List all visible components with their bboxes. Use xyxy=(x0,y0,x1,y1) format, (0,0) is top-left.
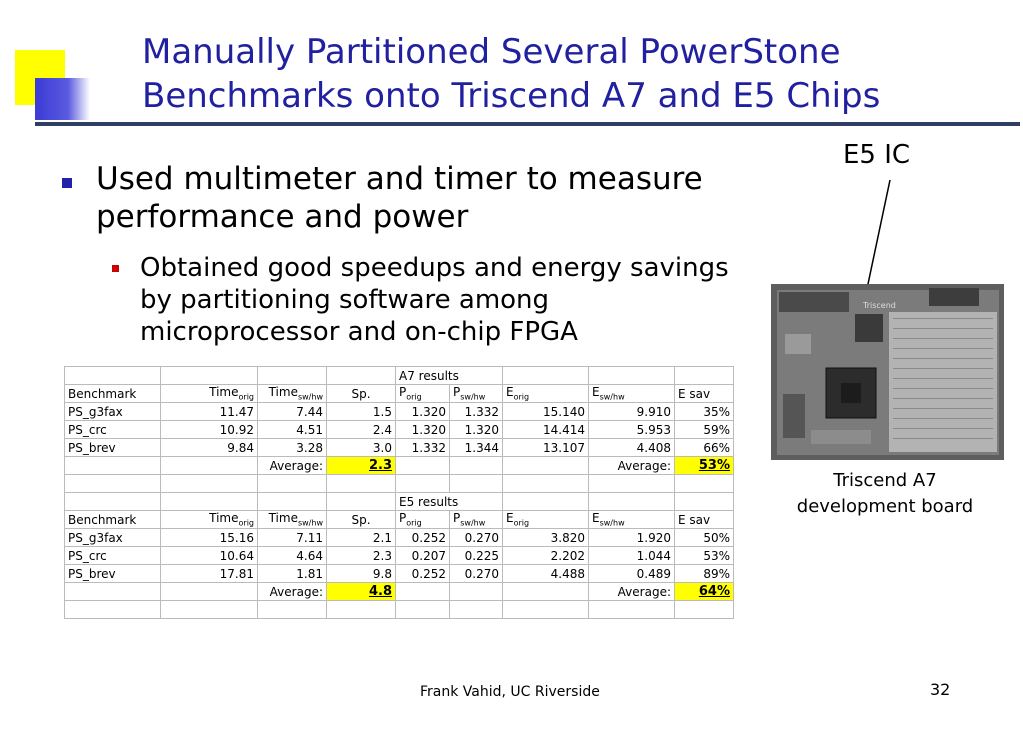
cell-time-swhw: 7.11 xyxy=(258,529,327,547)
header-e-orig: $E_{orig}$ xyxy=(503,511,589,529)
cell-speedup: 1.5 xyxy=(327,403,396,421)
table-row xyxy=(65,439,734,457)
e5-section-label: E5 results xyxy=(396,493,503,511)
cell-p-swhw: 0.225 xyxy=(450,547,503,565)
header-p-swhw: $P_{sw/hw}$ xyxy=(450,385,503,403)
bullet-level1-text: Used multimeter and timer to measure performance and power xyxy=(96,161,703,235)
title-line-2: Benchmarks onto Triscend A7 and E5 Chips xyxy=(142,76,881,116)
table-row xyxy=(65,547,734,565)
header-benchmark: Benchmark xyxy=(65,511,161,529)
cell-time-orig: 10.92 xyxy=(161,421,258,439)
spacer-row xyxy=(65,601,734,619)
cell-time-orig: 10.64 xyxy=(161,547,258,565)
cell-time-swhw: 4.64 xyxy=(258,547,327,565)
header-e-sav: E sav xyxy=(675,511,734,529)
svg-text:Triscend: Triscend xyxy=(863,301,896,310)
header-p-swhw: $P_{sw/hw}$ xyxy=(450,511,503,529)
a7-section-label: A7 results xyxy=(396,367,503,385)
header-e-swhw: $E_{sw/hw}$ xyxy=(589,511,675,529)
cell-e-orig: 14.414 xyxy=(503,421,589,439)
header-speedup: Sp. xyxy=(327,511,396,529)
cell-e-swhw: 9.910 xyxy=(589,403,675,421)
cell-speedup: 2.3 xyxy=(327,547,396,565)
e5-average-label-2: Average: xyxy=(589,583,675,601)
spacer-row xyxy=(65,475,734,493)
a7-section-row xyxy=(65,367,734,385)
e5-average-label: Average: xyxy=(258,583,327,601)
board-photo-drawing xyxy=(771,284,1004,460)
cell-speedup: 9.8 xyxy=(327,565,396,583)
a7-header-row xyxy=(65,385,734,403)
cell-e-sav: 59% xyxy=(675,421,734,439)
header-time-swhw: Time$_{sw/hw}$ xyxy=(258,511,327,529)
cell-time-swhw: 3.28 xyxy=(258,439,327,457)
cell-p-orig: 1.320 xyxy=(396,421,450,439)
bullet-level2-text: Obtained good speedups and energy savings by partitioning software among microprocessor and on-chip FPGA xyxy=(140,253,729,347)
cell-time-orig: 17.81 xyxy=(161,565,258,583)
e5-header-row xyxy=(65,511,734,529)
e5-avg-esav: 64% xyxy=(675,583,734,601)
cell-p-swhw: 1.332 xyxy=(450,403,503,421)
results-table xyxy=(64,366,734,619)
e5-avg-speedup: 4.8 xyxy=(327,583,396,601)
cell-time-swhw: 4.51 xyxy=(258,421,327,439)
cell-e-swhw: 1.044 xyxy=(589,547,675,565)
photo-caption-line-2: development board xyxy=(796,496,974,517)
cell-e-orig: 15.140 xyxy=(503,403,589,421)
header-e-orig: $E_{orig}$ xyxy=(503,385,589,403)
table-row xyxy=(65,421,734,439)
header-p-orig: $P_{orig}$ xyxy=(396,511,450,529)
photo-caption-line-1: Triscend A7 xyxy=(833,470,937,491)
cell-e-orig: 4.488 xyxy=(503,565,589,583)
cell-benchmark: PS_crc xyxy=(65,547,161,565)
header-time-orig: Time$_{orig}$ xyxy=(161,511,258,529)
cell-benchmark: PS_brev xyxy=(65,439,161,457)
cell-time-orig: 15.16 xyxy=(161,529,258,547)
cell-speedup: 3.0 xyxy=(327,439,396,457)
cell-benchmark: PS_g3fax xyxy=(65,403,161,421)
a7-average-row xyxy=(65,457,734,475)
cell-p-orig: 0.252 xyxy=(396,529,450,547)
table-row xyxy=(65,565,734,583)
cell-e-swhw: 1.920 xyxy=(589,529,675,547)
cell-p-swhw: 0.270 xyxy=(450,565,503,583)
a7-average-label: Average: xyxy=(258,457,327,475)
header-time-swhw: Time$_{sw/hw}$ xyxy=(258,385,327,403)
cell-p-orig: 1.320 xyxy=(396,403,450,421)
a7-avg-speedup: 2.3 xyxy=(327,457,396,475)
cell-speedup: 2.4 xyxy=(327,421,396,439)
cell-p-swhw: 0.270 xyxy=(450,529,503,547)
cell-e-swhw: 4.408 xyxy=(589,439,675,457)
cell-p-orig: 0.252 xyxy=(396,565,450,583)
cell-e-orig: 2.202 xyxy=(503,547,589,565)
cell-p-swhw: 1.320 xyxy=(450,421,503,439)
cell-speedup: 2.1 xyxy=(327,529,396,547)
cell-e-sav: 89% xyxy=(675,565,734,583)
cell-p-orig: 0.207 xyxy=(396,547,450,565)
cell-time-swhw: 7.44 xyxy=(258,403,327,421)
e5-average-row xyxy=(65,583,734,601)
header-e-swhw: $E_{sw/hw}$ xyxy=(589,385,675,403)
cell-benchmark: PS_crc xyxy=(65,421,161,439)
cell-benchmark: PS_brev xyxy=(65,565,161,583)
cell-e-sav: 35% xyxy=(675,403,734,421)
cell-e-sav: 50% xyxy=(675,529,734,547)
table-row xyxy=(65,529,734,547)
title-line-1: Manually Partitioned Several PowerStone xyxy=(142,32,841,72)
header-benchmark: Benchmark xyxy=(65,385,161,403)
cell-e-sav: 53% xyxy=(675,547,734,565)
header-speedup: Sp. xyxy=(327,385,396,403)
cell-e-swhw: 0.489 xyxy=(589,565,675,583)
cell-p-swhw: 1.344 xyxy=(450,439,503,457)
header-e-sav: E sav xyxy=(675,385,734,403)
board-photo xyxy=(771,284,1004,460)
cell-e-swhw: 5.953 xyxy=(589,421,675,439)
a7-average-label-2: Average: xyxy=(589,457,675,475)
cell-time-swhw: 1.81 xyxy=(258,565,327,583)
header-p-orig: $P_{orig}$ xyxy=(396,385,450,403)
e5-section-row xyxy=(65,493,734,511)
cell-e-sav: 66% xyxy=(675,439,734,457)
footer-author: Frank Vahid, UC Riverside xyxy=(420,684,600,700)
table-row xyxy=(65,403,734,421)
page-number: 32 xyxy=(930,680,951,699)
a7-avg-esav: 53% xyxy=(675,457,734,475)
cell-e-orig: 3.820 xyxy=(503,529,589,547)
e5-ic-label: E5 IC xyxy=(843,140,911,170)
cell-benchmark: PS_g3fax xyxy=(65,529,161,547)
cell-time-orig: 11.47 xyxy=(161,403,258,421)
cell-p-orig: 1.332 xyxy=(396,439,450,457)
cell-e-orig: 13.107 xyxy=(503,439,589,457)
cell-time-orig: 9.84 xyxy=(161,439,258,457)
header-time-orig: Time$_{orig}$ xyxy=(161,385,258,403)
photo-caption xyxy=(770,468,1000,520)
